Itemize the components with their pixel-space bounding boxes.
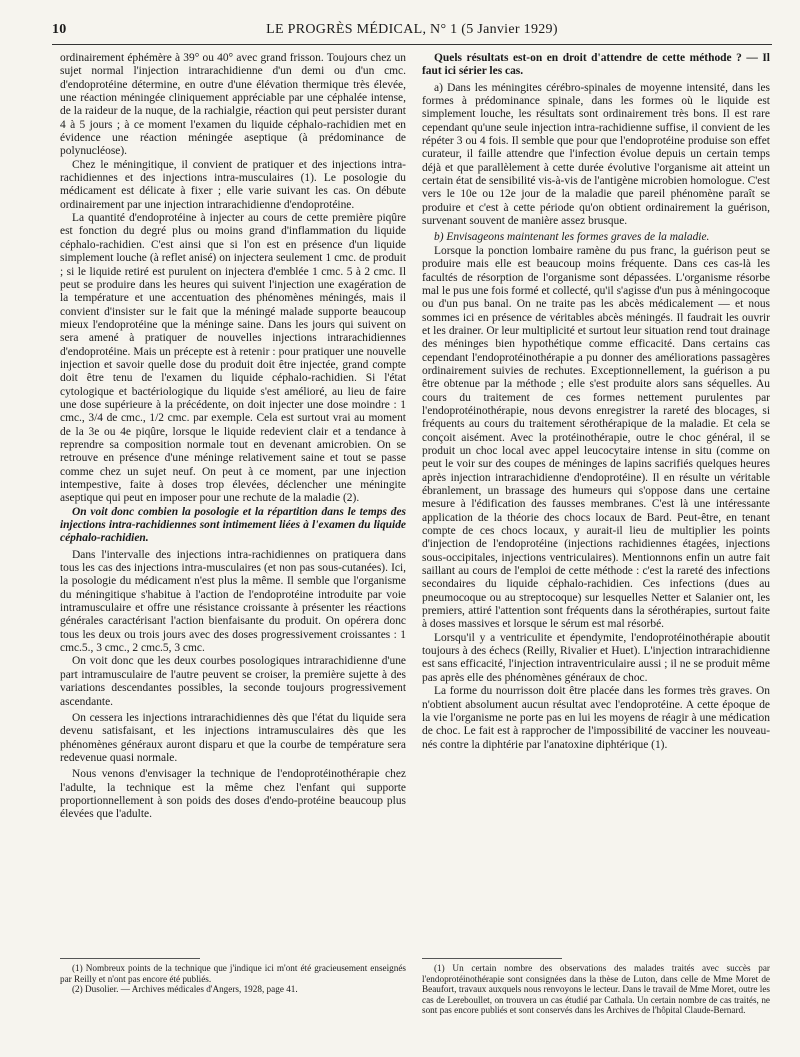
section-question: Quels résultats est-on en droit d'attendre de cette méthode ? — Il faut ici sérier les cas. xyxy=(422,52,770,78)
paragraph: Lorsqu'il y a ventriculite et épendymite, l'endoprotéinothérapie aboutit toujours à des échecs (Reilly, Rivalier et Huet). L'injection intrarachidienne est sans efficacité, l'injection intraventriculaire aussi ; il ne se produit même pas après elle des phénomènes généraux de choc. xyxy=(422,631,770,684)
right-column xyxy=(422,52,770,1016)
paragraph: La quantité d'endoprotéine à injecter au cours de cette première piqûre est fonction du degré plus ou moins grand d'inflammation du liquide céphalo-rachidien. C'est ainsi que si l'on est en présence d'un liquide simplement louche (à reflet anisé) on injectera seulement 1 cmc. de produit ; si le liquide retiré est purulent on injectera d'emblée 1 cmc. 5 à 2 cmc. Il peut se produire dans les heures qui suivent l'injection une exagération de la température et une accentuation des phénomènes méningés, mais il convient d'insister sur le fait que la méningé malade supporte beaucoup mieux l'endoprotéine que la méninge saine. Dans les jours qui suivent on sera amené à pratiquer de nouvelles injections intrarachidiennes d'endoprotéine. Mais un précepte est à retenir : pour pratiquer une nouvelle injection et savoir quelle dose du produit doit être injectée, grand compte doit être tenu de l'examen du liquide céphalo-rachidien. Si l'état cytologique et bactériologique du liquide s'est amélioré, au lieu de faire une dose supérieure à la précédente, on doit injecter une dose moindre : 1 cmc., 3/4 de cmc., 1/2 cmc. par exemple. Cela est surtout vrai au moment de la 3e ou 4e piqûre, lorsque le liquide redevient clair et a tendance à reprendre sa composition normale tout en devenant amicrobien. On se retrouve en présence d'une méninge relativement saine et tout se passe comme chez un sujet neuf. On peut à ce moment, par une injection intempestive, faite à doses trop élevées, déclencher une méningite aseptique qui peut en imposer pour une rechute de la maladie (2). xyxy=(60,212,406,505)
paragraph: On voit donc que les deux courbes posologiques intrarachidienne d'une part intramusculaire de l'autre peuvent se croiser, la première sujette à des variations descendantes possibles, la seconde toujours progressivement ascendante. xyxy=(60,655,406,708)
paragraph: Dans l'intervalle des injections intra-rachidiennes on pratiquera dans tous les cas des injections intra-musculaires (et non pas sous-cutanées). Ici, la posologie du médicament n'est plus la même. Il semble que l'organisme du méningitique s'habitue à l'action de l'endoprotéine introduite par voie intramusculaire et offre une résistance croissante à présenter les réactions générales caractérisant l'action bienfaisante du produit. On opérera donc tous les deux ou trois jours avec des doses progressivement croissantes : 1 cmc.5., 3 cmc., 2 cmc.5, 3 cmc. xyxy=(60,548,406,655)
paragraph: On voit donc combien la posologie et la répartition dans le temps des injections intra-rachidiennes sont intimement liées à l'examen du liquide céphalo-rachidien. xyxy=(60,505,406,545)
page-header xyxy=(52,22,772,42)
footnote: (1) Un certain nombre des observations des malades traités avec succès par l'endoprotéinothérapie sont consignées dans la thèse de Luton, dans celle de Mme Moret de Beaufort, travaux auxquels nous renvoyons le lecteur. Dans le travail de Mme Moret, outre les cas de Lereboullet, on trouvera un cas étudié par Cathala. Un certain nombre de cas traités, ne sont pas encore publiés et sont conservés dans les Archives de l'hôpital Claude-Bernard. xyxy=(422,963,770,1016)
header-rule xyxy=(52,44,772,45)
footnote-rule xyxy=(422,958,562,959)
left-column xyxy=(60,52,406,995)
paragraph: La forme du nourrisson doit être placée dans les formes très graves. On n'obtient absolument aucun résultat avec l'endoprotéine. A cette époque de la vie l'organisme ne porte pas en lui les moyens de réagir à une médication de choc. Le fait est à rapprocher de l'impossibilité de vacciner les nouveau-nés contre la diphtérie par l'anatoxine diphtérique (1). xyxy=(422,685,770,751)
paragraph: ordinairement éphémère à 39° ou 40° avec grand frisson. Toujours chez un sujet normal l'injection intrarachidienne d'un demi ou d'un cmc. d'endoprotéine détermine, en outre d'une élévation thermique très élevée, une réaction méningée cliniquement appréciable par une céphalée intense, de la raideur de la nuque, de la rachialgie, réaction qui peut persister durant 4 à 5 jours ; à ce moment l'examen du liquide céphalo-rachidien met en évidence une réaction méningée aseptique (à prédominance de polynucléose). xyxy=(60,52,406,158)
footnote: (2) Dusolier. — Archives médicales d'Angers, 1928, page 41. xyxy=(72,984,298,995)
page-number: 10 xyxy=(52,22,67,37)
footnotes xyxy=(60,950,406,995)
paragraph: Nous venons d'envisager la technique de l'endoprotéinothérapie chez l'adulte, la technique est la même chez l'enfant qui supporte proportionnellement à son poids des doses d'endo-protéine beaucoup plus élevées que l'adulte. xyxy=(60,768,406,821)
running-title: LE PROGRÈS MÉDICAL, N° 1 (5 Janvier 1929) xyxy=(266,22,558,37)
paragraph: Lorsque la ponction lombaire ramène du pus franc, la guérison peut se produire mais elle est beaucoup moins fréquente. Dans ces cas-là les facultés de résorption de l'organisme sont dépassées. L'organisme résorbe mal le pus une fois formé et collecté, qu'il s'agisse d'un pus à méningocoque ou d'un pus banal. On ne traite pas les abcès médicalement — et nous sommes ici en présence de véritables abcès méningés. Il faudrait les ouvrir et les drainer. Or leur multiplicité et surtout leur situation rend tout drainage des méninges bien hypothétique comme efficacité. Dans certains cas cependant l'endoprotéinothérapie a pu donner des améliorations passagères ordinairement suivies de rechutes. Exceptionnellement, la guérison a pu être obtenue par la méthode ; elle s'est produite alors sans séquelles. Au cours du traitement de ces formes nettement purulentes par l'endoprotéinothérapie, nous devons enregistrer la rareté des blocages, si fréquents au cours du traitement sérothérapique de la maladie. Et cela se conçoit aisément. Avec la protéinothérapie, outre le choc général, il se produit un choc local avec appel leucocytaire intense in situ (comme on peut le voir sur des coupes de méninges de lapins sacrifiés quelques heures après injection intrarachidienne d'endoprotéine). Il en résulte un véritable ébranlement, un brassage des humeurs qui s'oppose dans une certaine mesure à l'édification des fausses membranes. C'est là une intéressante application de la théorie des chocs locaux de Bard. Peut-être, en tenant compte de ces chocs locaux, y aurait-il lieu de multiplier les points d'injection de l'endoprotéine (injections rachidiennes étagées, injections sous-occipitales, injections ventriculaires). Mentionnons enfin un autre fait saillant au cours de l'emploi de cette méthode : c'est la rareté des infections secondaires du liquide céphalo-rachidien. Ces infections (dues au pneumocoque ou au streptocoque) sur lesquelles Netter et Salanier ont, les premiers, attiré l'attention sont fréquents dans la sérothérapies, surtout faite à doses massives et lorsque le sérum est mal résorbé. xyxy=(422,244,770,631)
footnotes xyxy=(422,950,770,1016)
paragraph: Chez le méningitique, il convient de pratiquer et des injections intra-rachidiennes et des injections intra-musculaires (1). Le posologie du médicament est délicate à fixer ; elle varie suivant les cas. On débute ordinairement par une injection intrarachidienne d'endoprotéine. xyxy=(60,158,406,211)
paragraph: a) Dans les méningites cérébro-spinales de moyenne intensité, dans les formes à prédominance spinale, dans les formes où le liquide est simplement louche, les résultats sont ordinairement très bons. Il est rare cependant qu'une seule injection intra-rachidienne suffise, il convient de les répéter 3 ou 4 fois. Il semble que pour que l'endoprotéine produise son effet curateur, il faille attendre que l'infection évolue depuis un certain temps déjà et que parallèlement à cette durée évolutive l'organisme ait atteint un certain état de sensibilité vis-à-vis de l'antigène microbien homologue. C'est vers le 10e ou 12e jour de la maladie que pareil phénomène paraît se produire et c'est à cette période qu'on obtient ordinairement la guérison, survenant souvent de manière assez brusque. xyxy=(422,81,770,228)
paragraph: On cessera les injections intrarachidiennes dès que l'état du liquide sera devenu satisfaisant, et les injections intramusculaires dès que les phénomènes généraux auront disparu et que la courbe de température sera redevenue quasi normale. xyxy=(60,711,406,764)
footnote-rule xyxy=(60,958,200,959)
footnote: (1) Nombreux points de la technique que j'indique ici m'ont été gracieusement enseignés par Reilly et n'ont pas encore été publiés. xyxy=(60,963,406,984)
subsection-heading: b) Envisageons maintenant les formes graves de la maladie. xyxy=(434,231,710,244)
